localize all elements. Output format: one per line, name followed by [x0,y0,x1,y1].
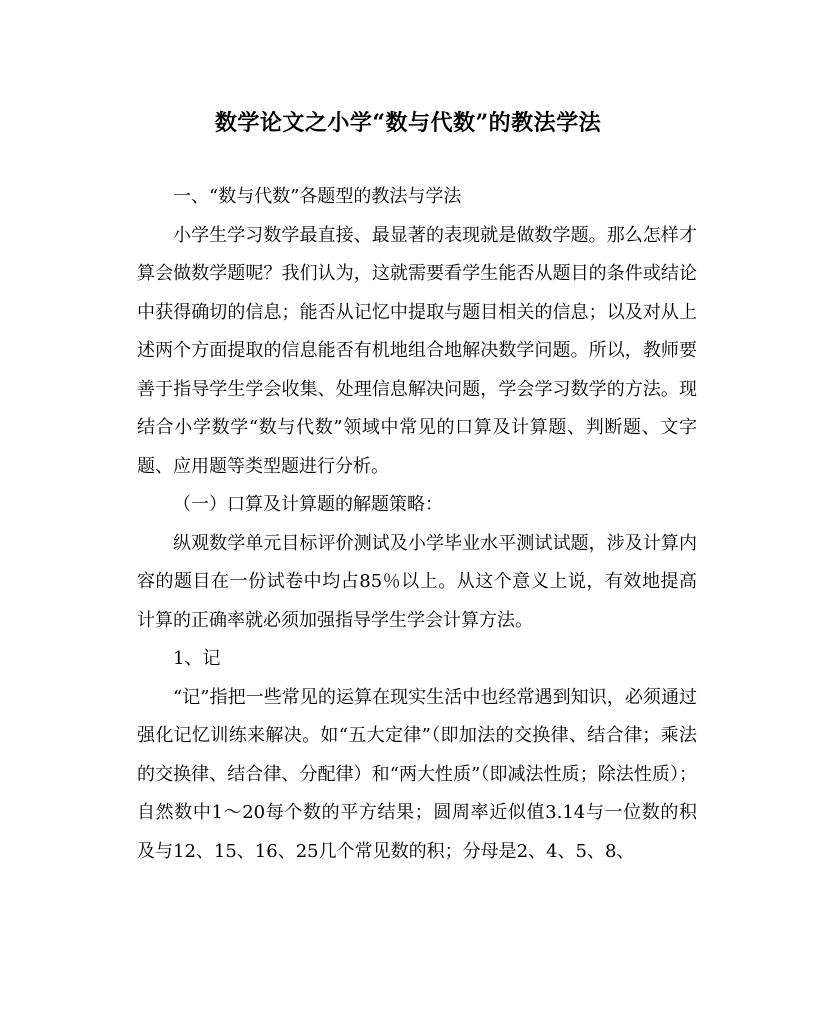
document-title: 数学论文之小学“数与代数”的教法学法 [214,110,602,136]
item-heading: 1、记 [173,648,221,669]
body-paragraph: 小学生学习数学最直接、最显著的表现就是做数学题。那么怎样才算会做数学题呢？我们认为，这就需要看学生能否从题目的条件或结论中获得确切的信息；能否从记忆中提取与题目相关的信息；以及对从上述两个方面提取的信息能否有机地组合地解决数学问题。所以，教师要善于指导学生学会收集、处理信息解决问题，学会学习数学的方法。现结合小学数学“数与代数”领域中常见的口算及计算题、判断题、文字题、应用题等类型题进行分析。 [137,224,697,477]
section-heading: 一、“数与代数”各题型的教法与学法 [173,186,462,207]
body-paragraph: “记”指把一些常见的运算在现实生活中也经常遇到知识，必须通过强化记忆训练来解决。如“五大定律”（即加法的交换律、结合律；乘法的交换律、结合律、分配律）和“两大性质”（即减法性质；除法性质）；自然数中1～20每个数的平方结果；圆周率近似值3.14与一位数的积及与12、15、16、25几个常见数的积；分母是2、4、5、8、 [137,686,697,862]
document-body [137,178,697,871]
subsection-heading: （一）口算及计算题的解题策略： [173,494,443,515]
body-paragraph: 纵观数学单元目标评价测试及小学毕业水平测试试题，涉及计算内容的题目在一份试卷中均占85％以上。从这个意义上说，有效地提高计算的正确率就必须加强指导学生学会计算方法。 [137,532,697,631]
